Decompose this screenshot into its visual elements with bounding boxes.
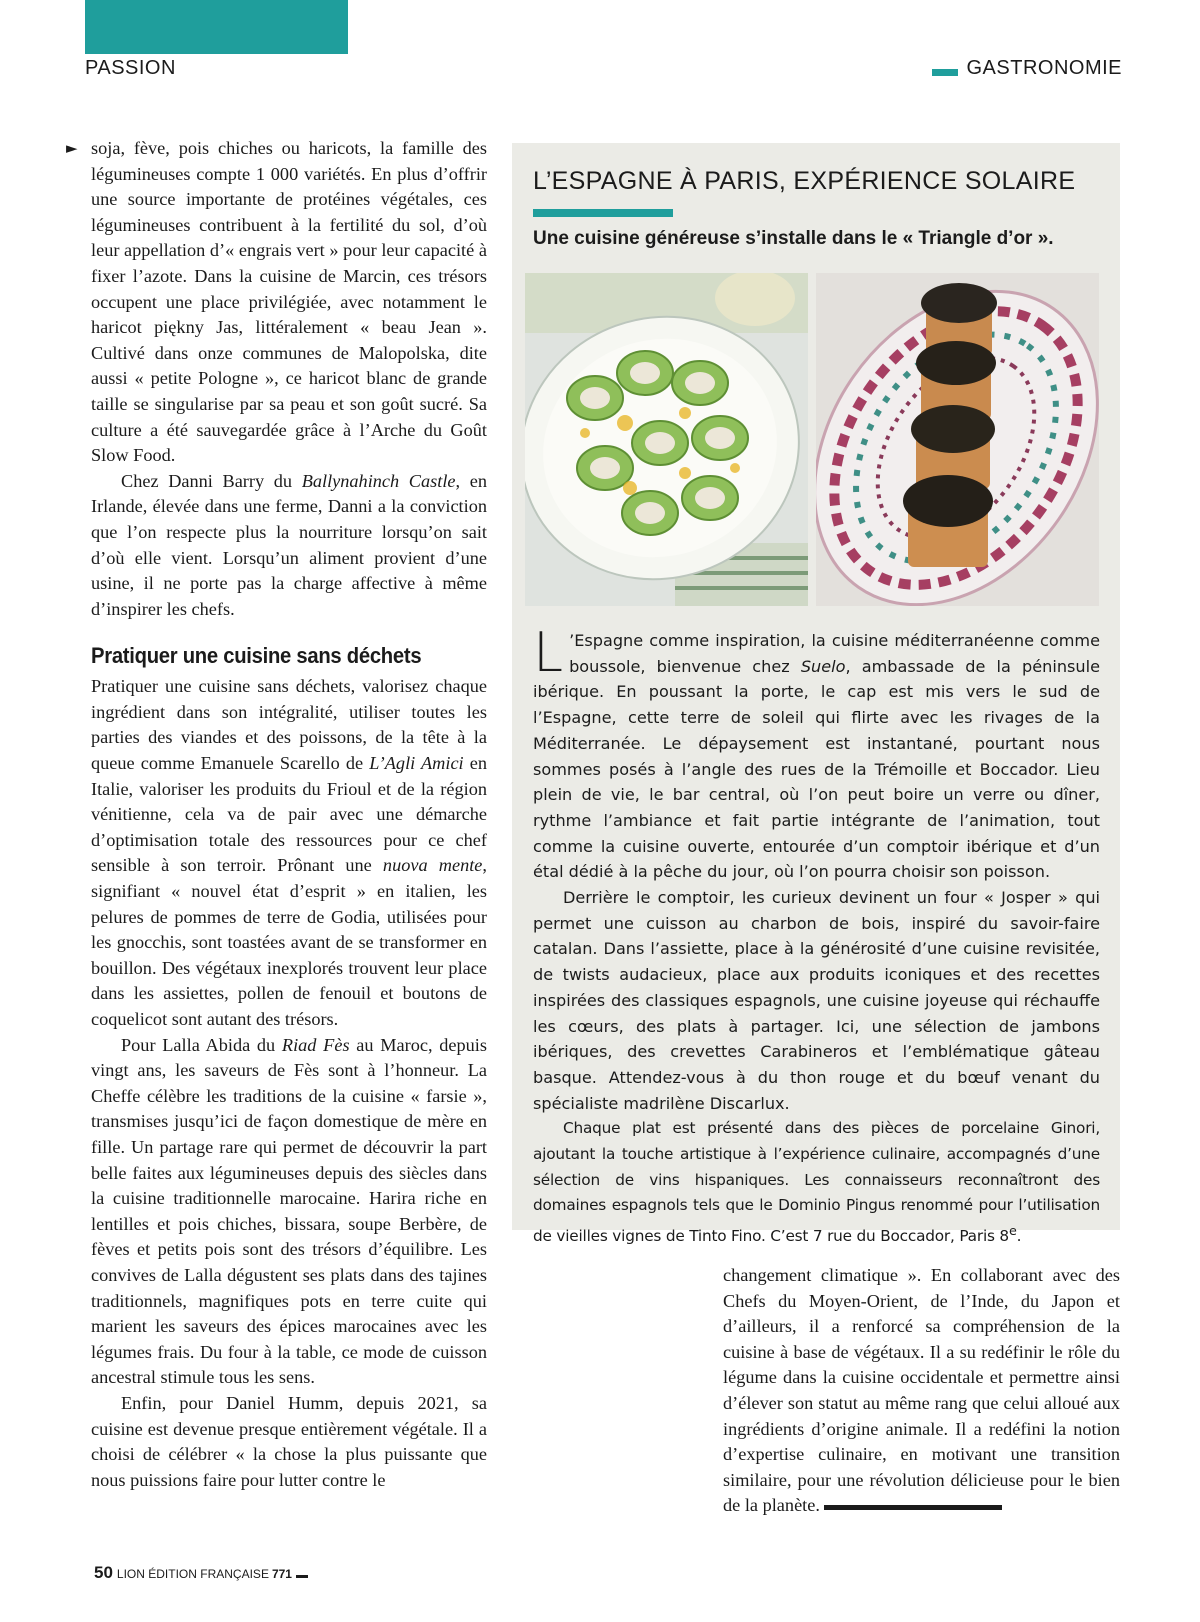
right-column (723, 1263, 1120, 1519)
issue-number: 771 (271, 1567, 292, 1581)
header-accent-bar (85, 0, 348, 54)
end-of-article-rule (824, 1505, 1002, 1510)
left-paragraph-4: Pour Lalla Abida du Riad Fès au Maroc, depuis vingt ans, les saveurs de Fès sont à l’honneur. La Cheffe célèbre les traditions de la cuisine « farsie », transmises jusqu’ici de façon domestique de mère en fille. Un partage rare qui permet de découvrir la part belle faites aux légumineuses depuis des siècles dans la cuisine traditionnelle marocaine. Harira riche en lentilles et pois chiches, bissara, soupe Berbère, de fèves et petits pois sont des trésors d’équilibre. Les convives de Lalla dégustent ses plats dans des tajines traditionnels, magnifiques pots en terre cuite qui marient les saveurs des épices marocaines avec les légumes frais. Du four à la table, ce mode de cuisson ancestral stimule tous les sens. (91, 1034, 488, 1388)
restaurant-name: Riad Fès (281, 1034, 350, 1055)
section-label-right (932, 57, 1122, 80)
restaurant-name: Ballynahinch Castle (301, 470, 456, 491)
section-marker (932, 69, 958, 76)
sidebar-paragraph-2: Derrière le comptoir, les curieux devinent un four « Josper » qui permet une cuisson au charbon de bois, inspiré du savoir-faire catalan. Dans l’assiette, place à la générosité d’une cuisine revisitée, de twists audacieux, place aux produits iconiques et des recettes inspirées des classiques espagnols, une cuisine joyeuse qui réchauffe les cœurs, des plats à partager. Ici, une sélection de jambons ibériques, des crevettes Carabineros et l’emblématique gâteau basque. Attendez-vous à du thon rouge et du bœuf venant du spécialiste madrilène Discarlux. (533, 888, 1100, 1113)
left-paragraph-2: Chez Danni Barry du Ballynahinch Castle, en Irlande, élevée dans une ferme, Danni a la conviction que l’on respecte plus la nourriture lorsqu’on sait d’où elle vient. Lorsqu’un aliment provient d’une usine, il ne porte pas la charge affective à même d’inspirer les chefs. (91, 470, 487, 619)
sidebar-title: L’ESPAGNE À PARIS, EXPÉRIENCE SOLAIRE (533, 167, 1076, 195)
left-column (91, 136, 487, 1493)
sidebar-title-rule (533, 209, 673, 217)
section-label-right-text: GASTRONOMIE (966, 57, 1122, 79)
sidebar-paragraph-1: L ’Espagne comme inspiration, la cuisine méditerranéenne comme boussole, bienvenue chez Suelo, ambassade de la péninsule ibérique. En poussant la porte, le cap est mis vers le sud de l’Espagne, cette terre de soleil qui flirte avec les rivages de la Méditerranée. Le dépaysement est instantané, pourtant nous sommes posés à l’angle des rues de la Trémoille et Boccador. Lieu plein de vie, le bar central, où l’on peut boire un verre ou dîner, rythme l’ambiance et fait partie intégrante de l’animation, tout comme la cuisine ouverte, entourée d’un comptoir ibérique et d’un étal dédié à la pêche du jour, où l’on pourra choisir son poisson. (533, 621, 1100, 882)
dish-photo-plate (525, 273, 808, 606)
left-paragraph-5: Enfin, pour Daniel Humm, depuis 2021, sa cuisine est devenue presque entièrement végétale. Il a choisi de célébrer « la chose la plus puissante que nous puissions faire pour lutter contre le (91, 1392, 487, 1490)
continuation-arrow-icon: ► (66, 139, 78, 157)
left-paragraph-1: soja, fève, pois chiches ou haricots, la famille des légumineuses compte 1 000 variétés. En plus d’offrir une source importante de protéines végétales, ces légumineuses contribuent à la fertilité du sol, d’où leur appellation d’« engrais vert » pour leur capacité à fixer l’azote. Dans la cuisine de Marcin, ces trésors occupent une place privilégiée, avec notamment le haricot piękny Jas, littéralement « beau Jean ». Cultivé dans onze communes de Malopolska, dite aussi « petite Pologne », ce haricot blanc de grande taille se singularise par sa peau et son goût sucré. Sa culture a été sauvegardée grâce à l’Arche du Goût Slow Food. (91, 138, 487, 466)
restaurant-name: L’Agli Amici (369, 753, 464, 774)
right-paragraph: changement climatique ». En collaborant avec des Chefs du Moyen-Orient, de l’Inde, du Japon et d’ailleurs, il a renforcé sa compréhension de la cuisine à base de végétaux. Il a su redéfinir le rôle du légume dans la cuisine occidentale et permettre ainsi d’élever son statut au même rang que celui alloué aux ingrédients d’origine animale. Il a redéfini la notion d’expertise culinaire, en motivant une transition similaire, pour une révolution délicieuse pour le bien de la planète. (723, 1265, 1120, 1516)
page-number: 50 (94, 1563, 113, 1582)
page-footer (94, 1563, 308, 1583)
sidebar-subtitle: Une cuisine généreuse s’installe dans le « Triangle d’or ». (533, 228, 1054, 249)
footer-dash (296, 1575, 308, 1578)
drop-cap: L (533, 621, 564, 684)
sidebar-body (533, 621, 1100, 1250)
sidebar-paragraph-3: Chaque plat est présenté dans des pièces de porcelaine Ginori, ajoutant la touche artistique à l’expérience culinaire, accompagnés d’une sélection de vins hispaniques. Les connaisseurs reconnaîtront des domaines espagnols tels que le Dominio Pingus renommé pour l’utilisation de vieilles vignes de Tinto Fino. C’est 7 rue du Boccador, Paris 8e. (533, 1119, 1100, 1246)
left-paragraph-3: Pratiquer une cuisine sans déchets, valorisez chaque ingrédient dans son intégralité, utiliser toutes les parties des viandes et des poissons, de la tête à la queue comme Emanuele Scarello de L’Agli Amici en Italie, valoriser les produits du Frioul et de la région vénitienne, cela va de pair avec une démarche d’optimisation totale des ressources pour ce chef sensible à son terroir. Prônant une nuova mente, signifiant « nouvel état d’esprit » en italien, les pelures de pommes de terre de Godia, utilisées pour les gnocchis, sont toastées avant de se transformer en bouillon. Des végétaux inexplorés trouvent leur place dans les assiettes, pollen de fenouil et boutons de coquelicot sont autant des trésors. (91, 676, 487, 1029)
italic-phrase: nuova mente (382, 855, 483, 876)
dish-photo-toasts (816, 273, 1099, 606)
section-label-left: PASSION (85, 57, 176, 79)
restaurant-name: Suelo (800, 656, 846, 676)
publication-name: LION ÉDITION FRANÇAISE (116, 1567, 269, 1581)
superscript: e (1008, 1224, 1017, 1240)
section-heading: Pratiquer une cuisine sans déchets (91, 643, 422, 669)
